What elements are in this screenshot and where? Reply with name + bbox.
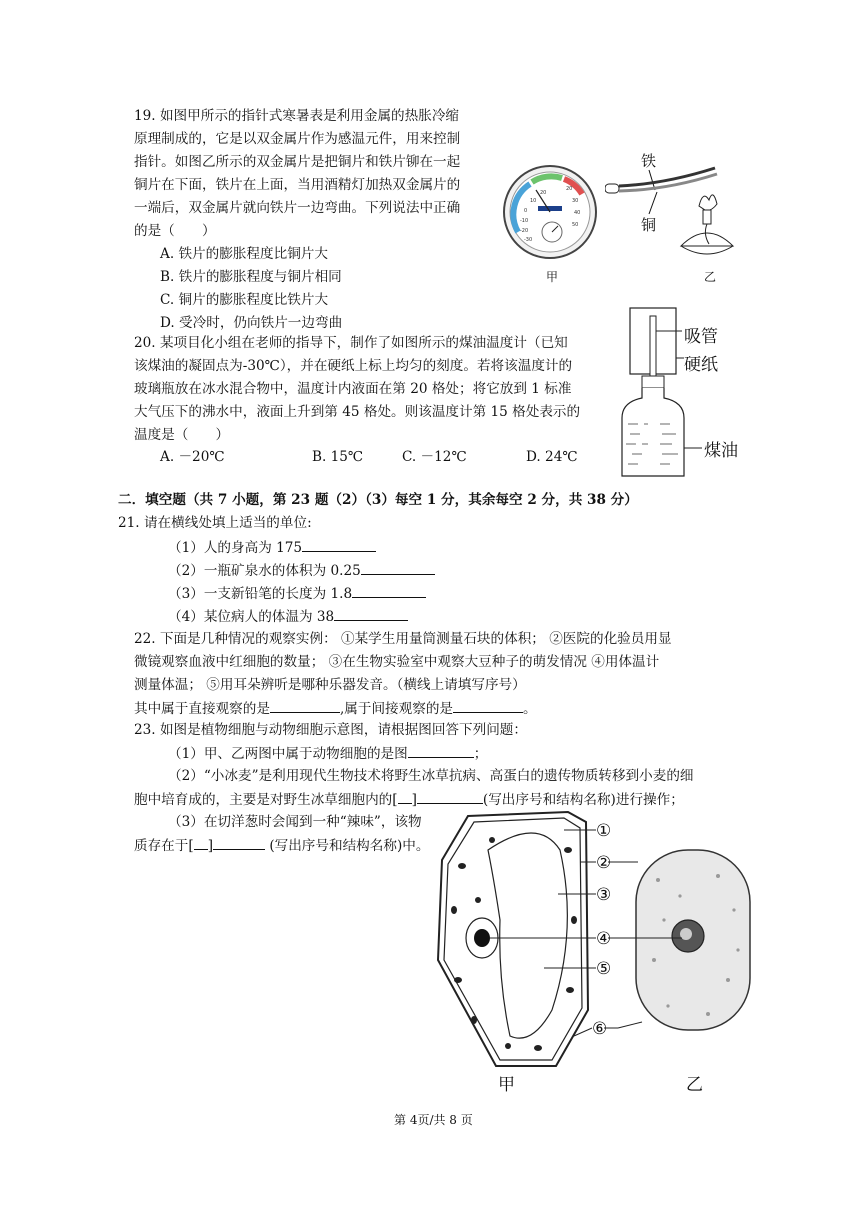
q19-option-d: D. 受冷时，仍向铁片一边弯曲 bbox=[160, 315, 343, 331]
q23-part-3-text-a: 质存在于[ bbox=[134, 838, 194, 854]
q23-part-1-end: ； bbox=[473, 746, 488, 762]
label-n5: ⑤ bbox=[596, 959, 612, 979]
q23-stem: 23. 如图是植物细胞与动物细胞示意图，请根据图回答下列问题： bbox=[134, 722, 527, 738]
q22-answer-line bbox=[134, 698, 537, 719]
dial-tick-10: 10 bbox=[530, 198, 537, 204]
dial-tick-minus10: -10 bbox=[520, 218, 529, 224]
cell-diagram-figure bbox=[428, 810, 758, 1100]
q21-blank-4[interactable] bbox=[334, 606, 408, 621]
q20-line-4: 大气压下的沸水中，液面上升到第 45 格处。则该温度计第 15 格处表示的 bbox=[134, 404, 581, 420]
dial-tick-20b: 20 bbox=[566, 186, 573, 192]
q21-item-3 bbox=[168, 583, 426, 604]
q21-item-1 bbox=[168, 537, 376, 558]
q19-line-1: 19. 如图甲所示的指针式寒暑表是利用金属的热胀冷缩 bbox=[134, 108, 460, 124]
q23-part-2-line-1: （2）“小冰麦”是利用现代生物技术将野生冰草抗病、高蛋白的遗传物质转移到小麦的细 bbox=[168, 768, 694, 784]
dial-tick-30: 30 bbox=[572, 198, 579, 204]
section-2-heading: 二．填空题（共 7 小题，第 23 题（2）（3）每空 1 分，其余每空 2 分，共 38 分） bbox=[118, 492, 638, 508]
fig-caption-yi: 乙 bbox=[704, 270, 717, 284]
q21-item-3-text: （3）一支新铅笔的长度为 1.8 bbox=[168, 586, 353, 602]
q21-item-4 bbox=[168, 606, 408, 627]
label-meiyou: 煤油 bbox=[704, 441, 738, 461]
q21-stem: 21. 请在横线处填上适当的单位: bbox=[118, 515, 312, 531]
q19-option-b: B. 铁片的膨胀程度与铜片相同 bbox=[160, 269, 342, 285]
q23-part-3-line-1: （3）在切洋葱时会闻到一种“辣味”，该物 bbox=[168, 814, 422, 830]
q20-line-3: 玻璃瓶放在冰水混合物中，温度计内液面在第 20 格处；将它放到 1 标准 bbox=[134, 381, 572, 397]
q21-item-1-text: （1）人的身高为 175 bbox=[168, 540, 303, 556]
q22-answer-a: 其中属于直接观察的是 bbox=[134, 701, 270, 717]
q23-part-2-line-2 bbox=[134, 789, 684, 810]
q23-blank-3-number[interactable] bbox=[194, 835, 208, 850]
dial-tick-minus20: -20 bbox=[520, 228, 529, 234]
label-yingzhi: 硬纸 bbox=[684, 355, 718, 375]
fig-caption-plant-jia: 甲 bbox=[498, 1075, 515, 1095]
q23-blank-2-name[interactable] bbox=[417, 789, 483, 804]
q19-line-3: 指针。如图乙所示的双金属片是把铜片和铁片铆在一起 bbox=[134, 154, 461, 170]
dial-tick-50: 50 bbox=[572, 222, 579, 228]
q22-answer-b: ,属于间接观察的是 bbox=[339, 701, 454, 717]
q21-item-2 bbox=[168, 560, 435, 581]
q20-option-c: C. －12℃ bbox=[402, 449, 467, 465]
q19-line-4: 铜片在下面，铁片在上面，当用酒精灯加热双金属片的 bbox=[134, 177, 461, 193]
q23-blank-2-number[interactable] bbox=[398, 789, 412, 804]
q20-option-a: A. －20℃ bbox=[160, 449, 225, 465]
q19-line-5: 一端后，双金属片就向铁片一边弯曲。下列说法中正确 bbox=[134, 200, 461, 216]
q22-answer-end: 。 bbox=[523, 701, 537, 717]
thermometer-dial-figure bbox=[500, 160, 600, 270]
label-n2: ② bbox=[596, 853, 612, 873]
q23-part-1-text: （1）甲、乙两图中属于动物细胞的是图 bbox=[168, 746, 408, 762]
q23-blank-1[interactable] bbox=[408, 743, 474, 758]
q19-option-c: C. 铜片的膨胀程度比铁片大 bbox=[160, 292, 329, 308]
q22-blank-direct[interactable] bbox=[270, 698, 340, 713]
q21-blank-3[interactable] bbox=[352, 583, 426, 598]
dial-tick-minus30: -30 bbox=[524, 237, 533, 243]
q20-option-b: B. 15℃ bbox=[312, 449, 364, 465]
q23-part-3-line-2 bbox=[134, 835, 429, 856]
q23-part-1 bbox=[168, 743, 487, 764]
q20-option-d: D. 24℃ bbox=[526, 449, 578, 465]
q22-blank-indirect[interactable] bbox=[453, 698, 523, 713]
q20-line-1: 20. 某项目化小组在老师的指导下，制作了如图所示的煤油温度计（已知 bbox=[134, 335, 568, 351]
q19-option-a: A. 铁片的膨胀程度比铜片大 bbox=[160, 246, 328, 262]
dial-tick-40: 40 bbox=[574, 210, 581, 216]
q23-part-2-text-b: ] bbox=[411, 792, 417, 808]
q21-blank-2[interactable] bbox=[361, 560, 435, 575]
bimetal-strip-figure bbox=[605, 150, 740, 268]
label-tong: 铜 bbox=[641, 216, 657, 234]
q23-part-2-text-c: (写出序号和结构名称)进行操作； bbox=[482, 792, 684, 808]
q23-part-3-text-c: (写出序号和结构名称)中。 bbox=[265, 838, 430, 854]
dial-tick-0: 0 bbox=[524, 208, 528, 214]
q20-line-5: 温度是（ ） bbox=[134, 427, 230, 443]
q21-blank-1[interactable] bbox=[302, 537, 376, 552]
kerosene-thermometer-figure bbox=[618, 306, 778, 482]
q21-item-4-text: （4）某位病人的体温为 38 bbox=[168, 609, 335, 625]
dial-tick-20: 20 bbox=[540, 190, 547, 196]
fig-caption-animal-yi: 乙 bbox=[686, 1075, 703, 1095]
q22-line-2: 微镜观察血液中红细胞的数量； ③在生物实验室中观察大豆种子的萌发情况 ④用体温计 bbox=[134, 654, 660, 670]
label-tie: 铁 bbox=[641, 152, 657, 170]
label-n1: ① bbox=[596, 821, 612, 841]
q20-line-2: 该煤油的凝固点为-30℃），并在硬纸上标上均匀的刻度。若将该温度计的 bbox=[134, 358, 573, 374]
q21-item-2-text: （2）一瓶矿泉水的体积为 0.25 bbox=[168, 563, 361, 579]
q22-line-3: 测量体温； ⑤用耳朵辨听是哪种乐器发音。（横线上请填写序号） bbox=[134, 677, 526, 693]
q23-part-2-text-a: 胞中培育成的，主要是对野生冰草细胞内的[ bbox=[134, 792, 398, 808]
q19-line-2: 原理制成的，它是以双金属片作为感温元件，用来控制 bbox=[134, 131, 461, 147]
fig-caption-jia: 甲 bbox=[546, 270, 559, 284]
q23-blank-3-name[interactable] bbox=[213, 835, 265, 850]
q19-line-6: 的是（ ） bbox=[134, 223, 216, 239]
q22-line-1: 22. 下面是几种情况的观察实例： ①某学生用量筒测量石块的体积； ②医院的化验员用显 bbox=[134, 631, 672, 647]
label-n6: ⑥ bbox=[592, 1019, 608, 1039]
label-n3: ③ bbox=[596, 885, 612, 905]
page-footer: 第 4页/共 8 页 bbox=[394, 1113, 473, 1127]
q23-part-3-text-b: ] bbox=[207, 838, 213, 854]
label-xiguan: 吸管 bbox=[684, 327, 718, 347]
label-n4: ④ bbox=[596, 929, 612, 949]
